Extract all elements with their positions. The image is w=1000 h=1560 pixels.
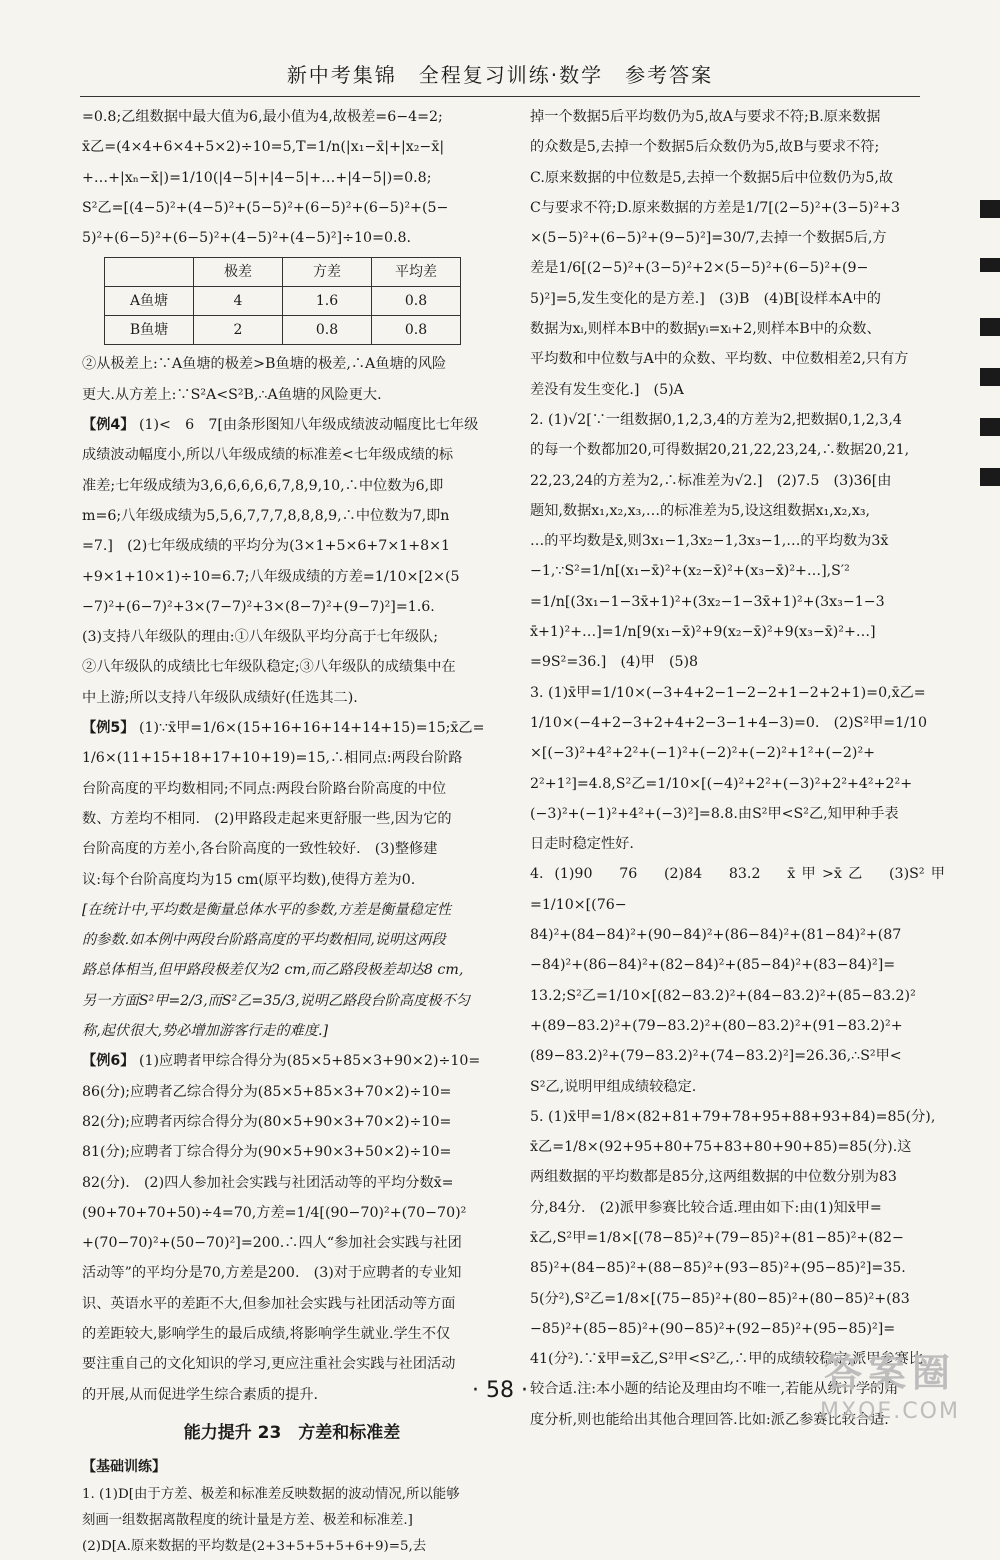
text-line: 85)²+(84−85)²+(88−85)²+(93−85)²+(95−85)²]=35.: [530, 1260, 906, 1277]
text-line: 另一方面S²甲=2/3,而S²乙=35/3,说明乙路段台阶高度极不匀: [82, 992, 470, 1009]
edge-tab-mark: [980, 368, 1000, 386]
table-cell: 4: [194, 287, 283, 316]
example-6-text: [82, 1053, 502, 1410]
text-line: …的平均数是x̄,则3x₁−1,3x₂−1,3x₃−1,…的平均数为3x̄: [530, 533, 889, 550]
text-line: (1)< 6 7[由条形图知八年级成绩波动幅度比七年级: [138, 417, 479, 434]
text-line: 议:每个台阶高度均为15 cm(原平均数),使得方差为0.: [82, 871, 416, 888]
text-line: 较合适.注:本小题的结论及理由均不唯一,若能从统计学的角: [530, 1381, 899, 1398]
text-line: (−3)²+(−1)²+4²+(−3)²]=8.8.由S²甲<S²乙,知甲种手表: [530, 805, 899, 822]
table-header-cell: 极差: [194, 258, 283, 287]
example-5-block: [82, 713, 502, 1046]
text-line: 题知,数据x₁,x₂,x₃,…的标准差为5,设这组数据x₁,x₂,x₃,: [530, 502, 871, 519]
text-line: 差没有发生变化.] (5)A: [530, 381, 684, 398]
text-line: 平均数和中位数与A中的众数、平均数、中位数相差2,只有方: [530, 351, 909, 368]
left-top-block: [82, 102, 502, 253]
edge-tab-mark: [980, 318, 1000, 336]
table-header-cell: [105, 258, 194, 287]
table-cell: 0.8: [372, 316, 461, 345]
watermark-text: 答案圈: [823, 1351, 956, 1395]
text-line: m=6;八年级成绩为5,5,6,7,7,7,8,8,8,9,∴中位数为7,即n: [82, 507, 450, 524]
text-line: (3)支持八年级队的理由:①八年级队平均分高于七年级队;: [82, 629, 438, 646]
text-line: =1/n[(3x₁−1−3x̄+1)²+(3x₂−1−3x̄+1)²+(3x₃−1−3: [530, 593, 885, 610]
text-line: +(89−83.2)²+(79−83.2)²+(80−83.2)²+(91−83.2)²+: [530, 1017, 903, 1034]
watermark-url: MXQE.COM: [820, 1399, 960, 1424]
text-line: 的众数是5,去掉一个数据5后众数仍为5,故B与要求不符;: [530, 139, 880, 156]
table-cell: B鱼塘: [105, 316, 194, 345]
text-line: 1/6×(11+15+18+17+10+19)=15,∴相同点:两段台阶路: [82, 750, 463, 767]
text-line: 日走时稳定性好.: [530, 836, 634, 853]
text-line: (1)应聘者甲综合得分为(85×5+85×3+90×2)÷10=: [138, 1053, 481, 1070]
edge-tab-mark: [980, 468, 1000, 486]
text-line: 差是1/6[(2−5)²+(3−5)²+2×(5−5)²+(6−5)²+(9−: [530, 260, 869, 277]
basic-training-title: 【基础训练】: [82, 1459, 166, 1476]
text-line: 两组数据的平均数都是85分,这两组数据的中位数分别为83: [530, 1169, 897, 1186]
text-line: 5)²+(6−5)²+(6−5)²+(4−5)²+(4−5)²]÷10=0.8.: [82, 230, 412, 247]
text-line: 中上游;所以支持八年级队成绩好(任选其二).: [82, 689, 358, 706]
edge-tab-mark: [980, 200, 1000, 218]
text-line: =9S²=36.] (4)甲 (5)8: [530, 654, 699, 671]
watermark-logo: [790, 1348, 990, 1438]
text-line: 数、方差均不相同. (2)甲路段走起来更舒服一些,因为它的: [82, 810, 452, 827]
text-line: +(70−70)²+(50−70)²]=200.∴四人“参加社会实践与社团: [82, 1235, 462, 1252]
text-line: ②从极差上:∵A鱼塘的极差>B鱼塘的极差,∴A鱼塘的风险: [82, 356, 447, 373]
question-3-block: [530, 678, 945, 860]
text-line: 度分析,则也能给出其他合理回答.比如:派乙参赛比较合适.: [530, 1411, 889, 1428]
text-line: (89−83.2)²+(79−83.2)²+(74−83.2)²]=26.36,∴S²甲<: [530, 1048, 902, 1065]
edge-tab-mark: [980, 418, 1000, 436]
example-6-label: 【例6】: [82, 1053, 135, 1070]
text-line: 1. (1)D[由于方差、极差和标准差反映数据的波动情况,所以能够: [82, 1487, 460, 1503]
text-line: (2)D[A.原来数据的平均数是(2+3+5+5+5+6+9)=5,去: [82, 1539, 427, 1555]
text-line: 86(分);应聘者乙综合得分为(85×5+85×3+70×2)÷10=: [82, 1083, 452, 1100]
text-line: 41(分²).∵x̄甲=x̄乙,S²甲<S²乙,∴甲的成绩较稳定,派甲参赛比: [530, 1351, 924, 1368]
text-line: 1/10×(−4+2−3+2+4+2−3−1+4−3)=0. (2)S²甲=1/10: [530, 714, 928, 731]
table-header-row: [105, 258, 461, 287]
text-line: 称,起伏很大,势必增加游客行走的难度.]: [82, 1023, 329, 1040]
edge-tab-mark: [980, 258, 1000, 272]
text-line: 82(分);应聘者丙综合得分为(80×5+90×3+70×2)÷10=: [82, 1113, 452, 1130]
text-line: 路总体相当,但甲路段极差仅为2 cm,而乙路段极差却达8 cm,: [82, 962, 464, 979]
table-cell: 1.6: [283, 287, 372, 316]
example-5-text: [82, 720, 502, 895]
example-4-block: [82, 410, 502, 713]
example-5-label: 【例5】: [82, 720, 135, 737]
example-4-label: 【例4】: [82, 417, 135, 434]
text-line: 数据为xᵢ,则样本B中的数据yᵢ=xᵢ+2,则样本B中的众数、: [530, 321, 881, 338]
text-line: ×[(−3)²+4²+2²+(−1)²+(−2)²+(−2)²+1²+(−2)²+: [530, 745, 876, 762]
header-title: 新中考集锦 全程复习训练·数学 参考答案: [286, 63, 714, 87]
table-cell: 0.8: [372, 287, 461, 316]
text-line: =7.] (2)七年级成绩的平均分为(3×1+5×6+7×1+8×1: [82, 538, 451, 555]
text-line: [在统计中,平均数是衡量总体水平的参数,方差是衡量稳定性: [82, 901, 452, 918]
text-line: +…+|xₙ−x̄|)=1/10(|4−5|+|4−5|+…+|4−5|)=0.8;: [82, 169, 432, 186]
table-cell: 2: [194, 316, 283, 345]
text-line: 84)²+(84−84)²+(90−84)²+(86−84)²+(81−84)²+(87: [530, 927, 902, 944]
text-line: 5)²]=5,发生变化的是方差.] (3)B (4)B[设样本A中的: [530, 290, 881, 307]
text-line: 台阶高度的方差小,各台阶高度的一致性较好. (3)整修建: [82, 841, 438, 858]
text-line: 2. (1)√2[∵一组数据0,1,2,3,4的方差为2,把数据0,1,2,3,4: [530, 411, 902, 428]
table-header-cell: 平均差: [372, 258, 461, 287]
text-line: x̄乙=1/8×(92+95+80+75+83+80+90+85)=85(分).这: [530, 1139, 912, 1156]
text-line: 更大.从方差上:∵S²A<S²B,∴A鱼塘的风险更大.: [82, 386, 382, 403]
text-line: 台阶高度的平均数相同;不同点:两段台阶路台阶高度的中位: [82, 780, 447, 797]
text-line: =0.8;乙组数据中最大值为6,最小值为4,故极差=6−4=2;: [82, 109, 443, 125]
text-line: 的开展,从而促进学生综合素质的提升.: [82, 1386, 319, 1403]
table-cell: 0.8: [283, 316, 372, 345]
text-line: +9×1+10×1)÷10=6.7;八年级成绩的方差=1/10×[2×(5: [82, 568, 460, 585]
left-column: [82, 102, 502, 1560]
right-column: [530, 102, 945, 1435]
question-2-block: [530, 405, 945, 678]
text-line: C.原来数据的中位数是5,去掉一个数据5后中位数仍为5,故: [530, 169, 894, 186]
text-line: 要注重自己的文化知识的学习,更应注重社会实践与社团活动: [82, 1356, 456, 1373]
text-line: S²乙=[(4−5)²+(4−5)²+(5−5)²+(6−5)²+(6−5)²+(5−: [82, 199, 449, 216]
text-line: 5. (1)x̄甲=1/8×(82+81+79+78+95+88+93+84)=85(分),: [530, 1108, 936, 1125]
text-line: 2²+1²]=4.8,S²乙=1/10×[(−4)²+2²+(−3)²+2²+4²+2²+: [530, 775, 913, 792]
text-line: 分,84分. (2)派甲参赛比较合适.理由如下:由(1)知x̄甲=: [530, 1199, 882, 1216]
table-header-cell: 方差: [283, 258, 372, 287]
text-line: 的每一个数都加20,可得数据20,21,22,23,24,∴数据20,21,: [530, 442, 910, 459]
text-line: C与要求不符;D.原来数据的方差是1/7[(2−5)²+(3−5)²+3: [530, 199, 901, 216]
text-line: 刻画一组数据离散程度的统计量是方差、极差和标准差.]: [82, 1513, 413, 1529]
question-1-continued: [530, 102, 945, 405]
text-line: 4. (1)90 76 (2)84 83.2 x̄甲>x̄乙 (3)S²甲=1/10×[(76−: [530, 866, 945, 913]
example-4-text: [82, 417, 502, 713]
text-line: 准差;七年级成绩为3,6,6,6,6,6,7,8,9,10,∴中位数为6,即: [82, 477, 444, 494]
text-line: −85)²+(85−85)²+(90−85)²+(92−85)²+(95−85)²]=: [530, 1320, 896, 1337]
text-line: 82(分). (2)四人参加社会实践与社团活动等的平均分数x̄=: [82, 1174, 454, 1191]
comparison-table: [104, 257, 461, 345]
text-line: ×(5−5)²+(6−5)²+(9−5)²]=30/7,去掉一个数据5后,方: [530, 230, 887, 247]
text-line: ②八年级队的成绩比七年级队稳定;③八年级队的成绩集中在: [82, 659, 456, 676]
section-title: 能力提升 23 方差和标准差: [183, 1422, 401, 1443]
text-line: S²乙,说明甲组成绩较稳定.: [530, 1078, 697, 1095]
text-line: x̄乙=(4×4+6×4+5×2)÷10=5,T=1/n(|x₁−x̄|+|x₂−x̄|: [82, 139, 445, 156]
page-header: [80, 60, 920, 97]
text-line: 81(分);应聘者丁综合得分为(90×5+90×3+50×2)÷10=: [82, 1144, 452, 1161]
text-line: x̄乙,S²甲=1/8×[(78−85)²+(79−85)²+(81−85)²+(82−: [530, 1229, 904, 1246]
table-row: [105, 316, 461, 345]
text-line: −84)²+(86−84)²+(82−84)²+(85−84)²+(83−84)²]=: [530, 957, 896, 974]
text-line: 3. (1)x̄甲=1/10×(−3+4+2−1−2−2+1−2+2+1)=0,x̄乙=: [530, 684, 926, 701]
page-number: · 58 ·: [472, 1378, 528, 1403]
table-row: [105, 287, 461, 316]
text-line: 的参数.如本例中两段台阶路高度的平均数相同,说明这两段: [82, 932, 446, 949]
text-line: 识、英语水平的差距不大,但参加社会实践与社团活动等方面: [82, 1295, 456, 1312]
text-line: 的差距较大,影响学生的最后成绩,将影响学生就业.学生不仅: [82, 1325, 451, 1342]
text-line: (1)∵x̄甲=1/6×(15+16+16+14+14+15)=15;x̄乙=: [138, 720, 485, 737]
text-line: 成绩波动幅度小,所以八年级成绩的标准差<七年级成绩的标: [82, 447, 454, 464]
table-conclusion-block: [82, 349, 502, 410]
text-line: 5(分²),S²乙=1/8×[(75−85)²+(80−85)²+(80−85)²+(83: [530, 1290, 910, 1307]
text-line: x̄+1)²+…]=1/n[9(x₁−x̄)²+9(x₂−x̄)²+9(x₃−x̄)²+…]: [530, 624, 876, 641]
text-line: (90+70+70+50)÷4=70,方差=1/4[(90−70)²+(70−70)²: [82, 1204, 467, 1221]
example-6-block: [82, 1046, 502, 1410]
text-line: 22,23,24的方差为2,∴标准差为√2.] (2)7.5 (3)36[由: [530, 472, 892, 489]
text-line: −7)²+(6−7)²+3×(7−7)²+3×(8−7)²+(9−7)²]=1.6.: [82, 598, 435, 615]
table-cell: A鱼塘: [105, 287, 194, 316]
basic-training-block: [82, 1482, 502, 1560]
text-line: 掉一个数据5后平均数仍为5,故A与要求不符;B.原来数据: [530, 109, 881, 125]
text-line: −1,∵S²=1/n[(x₁−x̄)²+(x₂−x̄)²+(x₃−x̄)²+…],S′²: [530, 563, 850, 580]
text-line: 13.2;S²乙=1/10×[(82−83.2)²+(84−83.2)²+(85−83.2)²: [530, 987, 916, 1004]
text-line: 活动等”的平均分是70,方差是200. (3)对于应聘者的专业知: [82, 1265, 462, 1282]
question-4-block: [530, 859, 945, 1101]
example-5-note: [82, 895, 502, 1046]
